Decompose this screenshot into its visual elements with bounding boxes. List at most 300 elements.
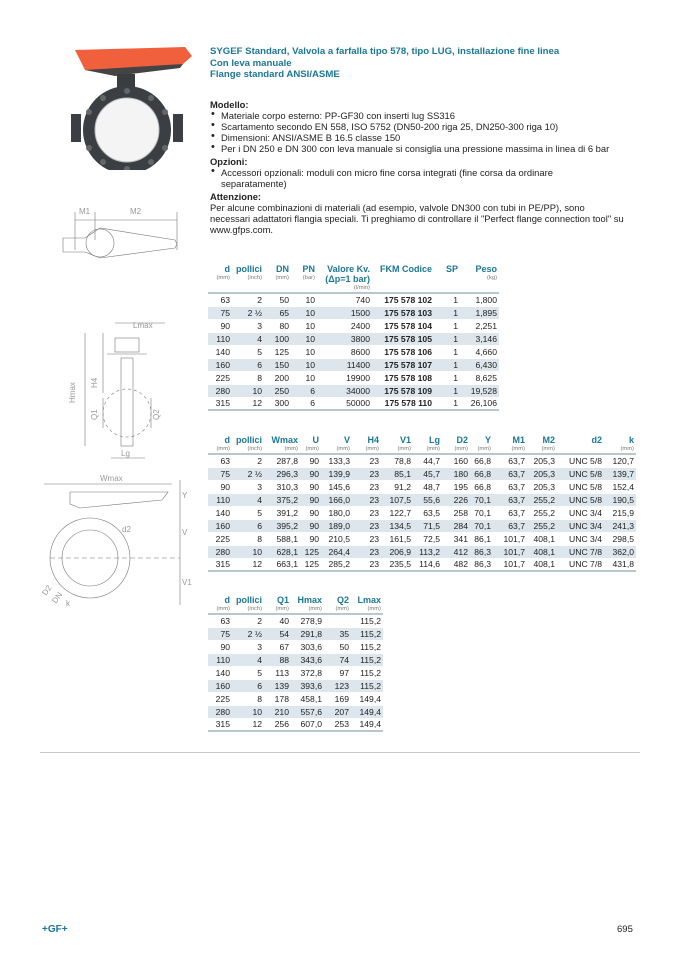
table-cell: 70,1 (474, 520, 491, 531)
table-row (208, 692, 383, 705)
table-cell: 115,2 (360, 641, 381, 652)
table-cell: 55,6 (423, 494, 440, 505)
table-cell: 280 (215, 385, 230, 396)
table-cell: 90 (309, 533, 319, 544)
table-cell: 23 (369, 546, 379, 557)
table-cell: 175 578 109 (384, 385, 432, 396)
header-unit: (mm) (620, 446, 634, 452)
table-cell: 74 (339, 654, 349, 665)
table-cell: 139 (274, 680, 289, 691)
table-cell: 160 (453, 455, 468, 466)
header-unit: (mm) (284, 446, 298, 452)
table-row (208, 384, 499, 397)
table-cell: 8 (257, 693, 262, 704)
table-cell: 375,2 (276, 494, 298, 505)
header-row (208, 595, 383, 614)
table-cell: 134,5 (389, 520, 411, 531)
label-m1: M1 (79, 207, 91, 216)
table-cell: 75 (220, 628, 230, 639)
table-cell: 1 (453, 320, 458, 331)
table-cell: 101,7 (503, 559, 525, 570)
header-label: Q2 (336, 595, 349, 605)
column-header (493, 435, 527, 454)
header-unit: (inch) (247, 275, 262, 281)
table-cell: 145,6 (328, 481, 350, 492)
table-row (208, 614, 383, 627)
table-cell: 75 (220, 468, 230, 479)
table-cell: 10 (252, 546, 262, 557)
header-unit: (mm) (275, 606, 289, 612)
table-cell: 362,0 (612, 546, 634, 557)
table-cell: 1500 (350, 307, 370, 318)
table-cell: 85,1 (394, 468, 411, 479)
page-number: 695 (617, 924, 633, 935)
header-unit: (inch) (247, 606, 262, 612)
table-cell: 6 (310, 398, 315, 409)
table-cell: 303,6 (300, 641, 322, 652)
table-cell: 372,8 (300, 667, 322, 678)
table-cell: 78,8 (394, 455, 411, 466)
top-view-drawing (55, 200, 190, 265)
header-label: FKM Codice (379, 264, 432, 274)
table-cell: 160 (215, 680, 230, 691)
table-cell: 67 (279, 641, 289, 652)
table-cell: 115,2 (360, 654, 381, 665)
header-label: M2 (542, 435, 555, 445)
table-cell: 113,2 (419, 546, 440, 557)
header-label: M1 (512, 435, 525, 445)
table-cell: 86,1 (474, 533, 491, 544)
table-cell: 63 (220, 615, 230, 626)
table-cell: 663,1 (276, 559, 298, 570)
table-cell: 63,7 (508, 468, 525, 479)
table-cell: 210 (274, 706, 289, 717)
header-label: Lmax (357, 595, 381, 605)
table-cell: 66,8 (474, 455, 491, 466)
label-q1: Q1 (90, 409, 99, 420)
header-label: U (312, 435, 319, 445)
table-cell: 2 ½ (247, 468, 262, 479)
list-item: • Materiale corpo esterno: PP-GF30 con inserti lug SS316 (210, 110, 640, 121)
table-cell: 139,7 (612, 468, 634, 479)
table-cell: 10 (305, 333, 315, 344)
table-cell: 175 578 105 (384, 333, 432, 344)
table-row (208, 718, 383, 731)
label-v1: V1 (182, 578, 192, 587)
table-cell: 12 (252, 398, 262, 409)
modello-heading: Modello: (210, 99, 249, 110)
table-cell: 114,6 (419, 559, 440, 570)
table-cell: 110 (216, 333, 230, 344)
column-header (232, 595, 264, 614)
table-cell: 180,0 (328, 507, 350, 518)
table-cell: 10 (305, 307, 315, 318)
header-unit: (mm) (216, 275, 230, 281)
header-unit: (mm) (216, 446, 230, 452)
table-cell: 3 (257, 320, 262, 331)
table-cell: 122,7 (389, 507, 411, 518)
header-unit: (mm) (365, 446, 379, 452)
table-cell: 8 (257, 372, 262, 383)
table-cell: 408,1 (533, 559, 555, 570)
table-cell: 250 (274, 385, 289, 396)
opzioni-list (210, 167, 590, 189)
table-cell: 23 (369, 559, 379, 570)
table-cell: 412 (453, 546, 468, 557)
header-label: Lg (429, 435, 440, 445)
table-cell: 458,1 (300, 693, 322, 704)
table-cell: 1 (453, 346, 458, 357)
header-row (208, 435, 636, 454)
table-cell: UNC 5/8 (569, 455, 602, 466)
table-cell: 235,5 (389, 559, 411, 570)
table-cell: 395,2 (276, 520, 298, 531)
table-cell: 140 (215, 346, 230, 357)
table-cell: 298,5 (612, 533, 634, 544)
table-cell: 4 (257, 333, 262, 344)
header-unit: (inch) (247, 446, 262, 452)
header-unit: (mm) (336, 446, 350, 452)
table-cell: 4 (257, 494, 262, 505)
table-cell: 5 (257, 667, 262, 678)
header-label: DN (276, 264, 289, 274)
table-cell: 23 (369, 481, 379, 492)
list-item: • Dimensioni: ANSI/ASME B 16.5 classe 150 (210, 132, 640, 143)
table-cell: 19,528 (470, 385, 497, 396)
table-cell: 90 (220, 320, 230, 331)
table-row (208, 705, 383, 718)
table-cell: 10 (305, 346, 315, 357)
table-cell: 23 (369, 494, 379, 505)
header-unit: (mm) (275, 275, 289, 281)
table-cell: 225 (215, 372, 230, 383)
header-unit: (mm) (305, 446, 319, 452)
table-cell: 6 (257, 520, 262, 531)
table-row (208, 640, 383, 653)
table-cell: 10 (305, 372, 315, 383)
label-k: k (66, 599, 70, 608)
column-header (232, 435, 264, 454)
table-row (208, 332, 499, 345)
table-cell: 40 (279, 615, 289, 626)
table-cell: 431,8 (612, 559, 634, 570)
column-header (352, 435, 381, 454)
attenzione-text: Per alcune combinazioni di materiali (ad esempio, valvole DN300 con tubi in PE/PP), sono necessari adattatori flangia speciali. Ti preghiamo di controllare il "Perfect flange connection tool" su www.gfps.com. (210, 202, 624, 235)
list-item: • Accessori opzionali: moduli con micro fine corsa integrati (fine corsa da ordinare separatamente) (210, 167, 590, 189)
table-cell: 75 (220, 307, 230, 318)
table-cell: 175 578 110 (384, 398, 432, 409)
label-hmax: Hmax (68, 382, 77, 403)
table-cell: 8 (257, 533, 262, 544)
header-label: Valore Kv. (Δp=1 bar) (325, 264, 370, 284)
table-cell: 190,5 (612, 494, 634, 505)
table-cell: 115,2 (360, 667, 381, 678)
table-row (208, 666, 383, 679)
label-m2: M2 (130, 207, 142, 216)
label-wmax: Wmax (100, 474, 123, 483)
table-cell: 23 (369, 455, 379, 466)
table-cell: 210,5 (328, 533, 350, 544)
table-cell: 90 (220, 481, 230, 492)
table-cell: UNC 3/4 (569, 520, 602, 531)
table-cell: 48,7 (423, 481, 440, 492)
table-cell: 189,0 (328, 520, 350, 531)
header-unit: (mm) (335, 606, 349, 612)
table-cell: 160 (215, 520, 230, 531)
header-unit: (mm) (454, 446, 468, 452)
header-row (208, 264, 499, 293)
table-cell: 90 (309, 481, 319, 492)
handle-dimensions-table (208, 595, 383, 732)
modello-list (210, 110, 640, 154)
table-row (208, 532, 636, 545)
table-cell: 341 (453, 533, 468, 544)
table-cell: 35 (339, 628, 349, 639)
table-cell: 3 (257, 481, 262, 492)
table-cell: 63,7 (508, 494, 525, 505)
title-line: Flange standard ANSI/ASME (210, 69, 340, 80)
table-cell: 2 ½ (247, 307, 262, 318)
table-cell: 23 (369, 533, 379, 544)
table-cell: 1 (453, 372, 458, 383)
table-cell: 291,8 (300, 628, 322, 639)
front-view-drawing (30, 470, 195, 610)
table-cell: 90 (309, 520, 319, 531)
table-cell: 3,146 (475, 333, 497, 344)
table-cell: 66,8 (474, 468, 491, 479)
header-unit: (mm) (367, 606, 381, 612)
header-label: H4 (367, 435, 379, 445)
table-cell: 101,7 (503, 533, 525, 544)
table-cell: 10 (305, 359, 315, 370)
table-cell: 133,3 (328, 455, 350, 466)
header-label: k (628, 435, 634, 445)
table-cell: 1 (453, 333, 458, 344)
product-codes-table (208, 264, 499, 411)
header-label: d (224, 264, 230, 274)
table-cell: 140 (215, 667, 230, 678)
table-cell: 71,5 (423, 520, 440, 531)
attenzione-heading: Attenzione: (210, 191, 262, 202)
table-cell: 63,7 (508, 507, 525, 518)
table-row (208, 679, 383, 692)
table-cell: 557,6 (300, 706, 322, 717)
header-unit: (mm) (477, 446, 491, 452)
table-cell: 23 (369, 520, 379, 531)
table-cell: UNC 5/8 (569, 481, 602, 492)
table-cell: 205,3 (533, 455, 555, 466)
header-unit: (mm) (397, 446, 411, 452)
table-cell: 2 ½ (247, 628, 262, 639)
column-header (604, 435, 636, 454)
table-cell: 207 (334, 706, 349, 717)
table-cell: 11400 (346, 359, 370, 370)
table-cell: 278,9 (300, 615, 322, 626)
table-cell: 226 (453, 494, 468, 505)
table-cell: 63 (220, 294, 230, 305)
table-cell: 300 (274, 398, 289, 409)
column-header (208, 435, 232, 454)
header-label: pollici (235, 435, 262, 445)
table-cell: 6 (257, 680, 262, 691)
opzioni-heading: Opzioni: (210, 156, 248, 167)
header-label: d2 (591, 435, 602, 445)
table-cell: 86,3 (474, 559, 491, 570)
list-item: • Per i DN 250 e DN 300 con leva manuale si consiglia una pressione massima in linea di 6 bar (210, 143, 640, 154)
table-cell: 110 (216, 494, 230, 505)
table-cell: 70,1 (474, 507, 491, 518)
table-cell: 149,4 (359, 719, 381, 730)
table-cell: 91,2 (394, 481, 411, 492)
table-cell: 10 (252, 706, 262, 717)
table-cell: 175 578 102 (384, 294, 432, 305)
table-row (208, 306, 499, 319)
table-cell: 205,3 (533, 481, 555, 492)
label-h4: H4 (90, 377, 99, 388)
header-label: V1 (399, 435, 411, 445)
column-header (264, 264, 291, 293)
table-cell: 343,6 (300, 654, 322, 665)
header-unit: (bar) (302, 275, 315, 281)
header-unit: (mm) (541, 446, 555, 452)
column-header (470, 435, 493, 454)
table-cell: 70,1 (474, 494, 491, 505)
header-unit: (kg) (487, 275, 497, 281)
table-cell: 23 (369, 468, 379, 479)
header-label: d (224, 435, 230, 445)
table-cell: 125 (304, 559, 319, 570)
table-cell: 175 578 107 (384, 359, 432, 370)
column-header (264, 435, 300, 454)
table-cell: 63,7 (508, 520, 525, 531)
table-cell: 3 (257, 641, 262, 652)
table-cell: 5 (257, 346, 262, 357)
header-unit: (mm) (511, 446, 525, 452)
table-cell: 66,8 (474, 481, 491, 492)
table-cell: 125 (304, 546, 319, 557)
label-lmax: Lmax (133, 321, 153, 330)
divider (40, 752, 640, 753)
column-header (317, 264, 372, 293)
table-cell: 408,1 (533, 546, 555, 557)
header-label: V (343, 435, 350, 445)
table-cell: UNC 3/4 (569, 533, 602, 544)
label-y: Y (182, 491, 188, 500)
table-cell: 3800 (350, 333, 370, 344)
table-cell: 139,9 (328, 468, 350, 479)
table-cell: 97 (339, 667, 349, 678)
table-cell: UNC 5/8 (569, 468, 602, 479)
table-cell: 255,2 (533, 494, 555, 505)
column-header (208, 595, 232, 614)
table-cell: 160 (215, 359, 230, 370)
table-cell (324, 614, 351, 627)
description (210, 98, 640, 235)
table-cell: 175 578 106 (384, 346, 432, 357)
column-header (460, 264, 499, 293)
side-view-drawing (55, 318, 185, 468)
table-cell: 255,2 (533, 507, 555, 518)
title-line: SYGEF Standard, Valvola a farfalla tipo 578, tipo LUG, installazione fine linea (210, 46, 560, 57)
table-cell: 63,5 (423, 507, 440, 518)
table-cell: 90 (309, 468, 319, 479)
table-cell: 86,3 (474, 546, 491, 557)
table-row (208, 519, 636, 532)
table-cell: 12 (252, 719, 262, 730)
table-cell: 125 (274, 346, 289, 357)
table-row (208, 480, 636, 493)
table-cell: 628,1 (276, 546, 298, 557)
table-cell: 10 (252, 385, 262, 396)
column-header (351, 595, 383, 614)
table-cell: 180 (453, 468, 468, 479)
table-cell: 123 (334, 680, 349, 691)
table-cell: 1 (453, 385, 458, 396)
table-cell: 1 (453, 398, 458, 409)
table-cell: 120,7 (612, 455, 634, 466)
table-cell: 284 (453, 520, 468, 531)
table-cell: 315 (215, 559, 230, 570)
table-cell: 1 (453, 359, 458, 370)
column-header (527, 435, 557, 454)
table-cell: 34000 (346, 385, 370, 396)
table-cell: 2,251 (475, 320, 497, 331)
table-row (208, 454, 636, 467)
label-dn: DN (50, 590, 65, 606)
header-unit: (mm) (216, 606, 230, 612)
table-cell: 115,2 (360, 628, 381, 639)
column-header (413, 435, 442, 454)
table-cell: 205,3 (533, 468, 555, 479)
table-row (208, 467, 636, 480)
table-cell: 90 (309, 494, 319, 505)
table-cell: 264,4 (328, 546, 350, 557)
title-line: Con leva manuale (210, 57, 292, 69)
table-cell: 315 (215, 719, 230, 730)
column-header (372, 264, 434, 293)
header-label: SP (445, 264, 458, 274)
table-cell: 225 (215, 533, 230, 544)
table-cell: 115,2 (360, 615, 381, 626)
table-cell: 2400 (350, 320, 370, 331)
table-cell: 241,3 (612, 520, 634, 531)
header-label: Hmax (297, 595, 322, 605)
column-header (442, 435, 470, 454)
table-cell: 206,9 (389, 546, 411, 557)
table-cell: 588,1 (276, 533, 298, 544)
table-cell: 178 (274, 693, 289, 704)
table-row (208, 293, 499, 306)
table-row (208, 319, 499, 332)
table-cell: 50000 (346, 398, 370, 409)
table-cell: 8,625 (475, 372, 497, 383)
table-cell: 26,106 (470, 398, 497, 409)
table-cell: 4,660 (475, 346, 497, 357)
table-cell: 110 (216, 654, 230, 665)
table-cell: UNC 7/8 (569, 546, 602, 557)
header-label: Wmax (271, 435, 298, 445)
table-cell: 149,4 (359, 706, 381, 717)
table-row (208, 493, 636, 506)
table-cell: 80 (279, 320, 289, 331)
column-header (321, 435, 352, 454)
table-cell: 90 (309, 507, 319, 518)
table-cell: 5 (257, 507, 262, 518)
table-cell: 296,3 (276, 468, 298, 479)
table-cell: 280 (215, 706, 230, 717)
table-cell: 408,1 (533, 533, 555, 544)
table-cell: 1 (453, 307, 458, 318)
